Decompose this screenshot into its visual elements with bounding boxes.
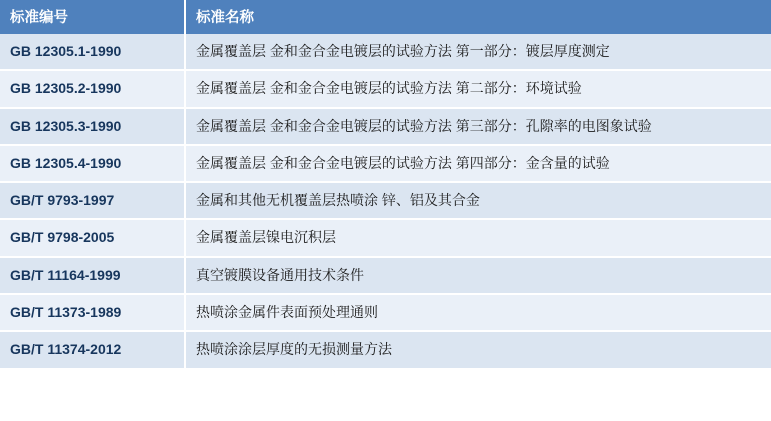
table-row [0, 331, 771, 367]
table-row [0, 182, 771, 219]
cell-standard-code: GB/T 9798-2005 [0, 219, 185, 256]
cell-standard-code: GB 12305.1-1990 [0, 34, 185, 70]
table-row [0, 34, 771, 70]
cell-standard-name: 热喷涂涂层厚度的无损测量方法 [185, 331, 771, 367]
cell-standard-name: 金属覆盖层 金和金合金电镀层的试验方法 第二部分：环境试验 [185, 70, 771, 107]
cell-standard-code: GB/T 11374-2012 [0, 331, 185, 367]
cell-standard-name: 金属覆盖层 金和金合金电镀层的试验方法 第三部分：孔隙率的电图象试验 [185, 108, 771, 145]
table-row [0, 145, 771, 182]
cell-standard-code: GB 12305.4-1990 [0, 145, 185, 182]
table-row [0, 70, 771, 107]
cell-standard-code: GB/T 11164-1999 [0, 257, 185, 294]
cell-standard-name: 金属和其他无机覆盖层热喷涂 锌、铝及其合金 [185, 182, 771, 219]
cell-standard-code: GB 12305.2-1990 [0, 70, 185, 107]
table-row [0, 294, 771, 331]
table-row [0, 108, 771, 145]
cell-standard-name: 金属覆盖层 金和金合金电镀层的试验方法 第一部分：镀层厚度测定 [185, 34, 771, 70]
cell-standard-name: 金属覆盖层 金和金合金电镀层的试验方法 第四部分：金含量的试验 [185, 145, 771, 182]
table-body [0, 34, 771, 368]
cell-standard-code: GB/T 9793-1997 [0, 182, 185, 219]
cell-standard-code: GB 12305.3-1990 [0, 108, 185, 145]
column-header-name: 标准名称 [185, 0, 771, 34]
table-header-row [0, 0, 771, 34]
table-row [0, 257, 771, 294]
table-row [0, 219, 771, 256]
column-header-code: 标准编号 [0, 0, 185, 34]
cell-standard-name: 真空镀膜设备通用技术条件 [185, 257, 771, 294]
cell-standard-code: GB/T 11373-1989 [0, 294, 185, 331]
table-header [0, 0, 771, 34]
cell-standard-name: 热喷涂金属件表面预处理通则 [185, 294, 771, 331]
cell-standard-name: 金属覆盖层镍电沉积层 [185, 219, 771, 256]
